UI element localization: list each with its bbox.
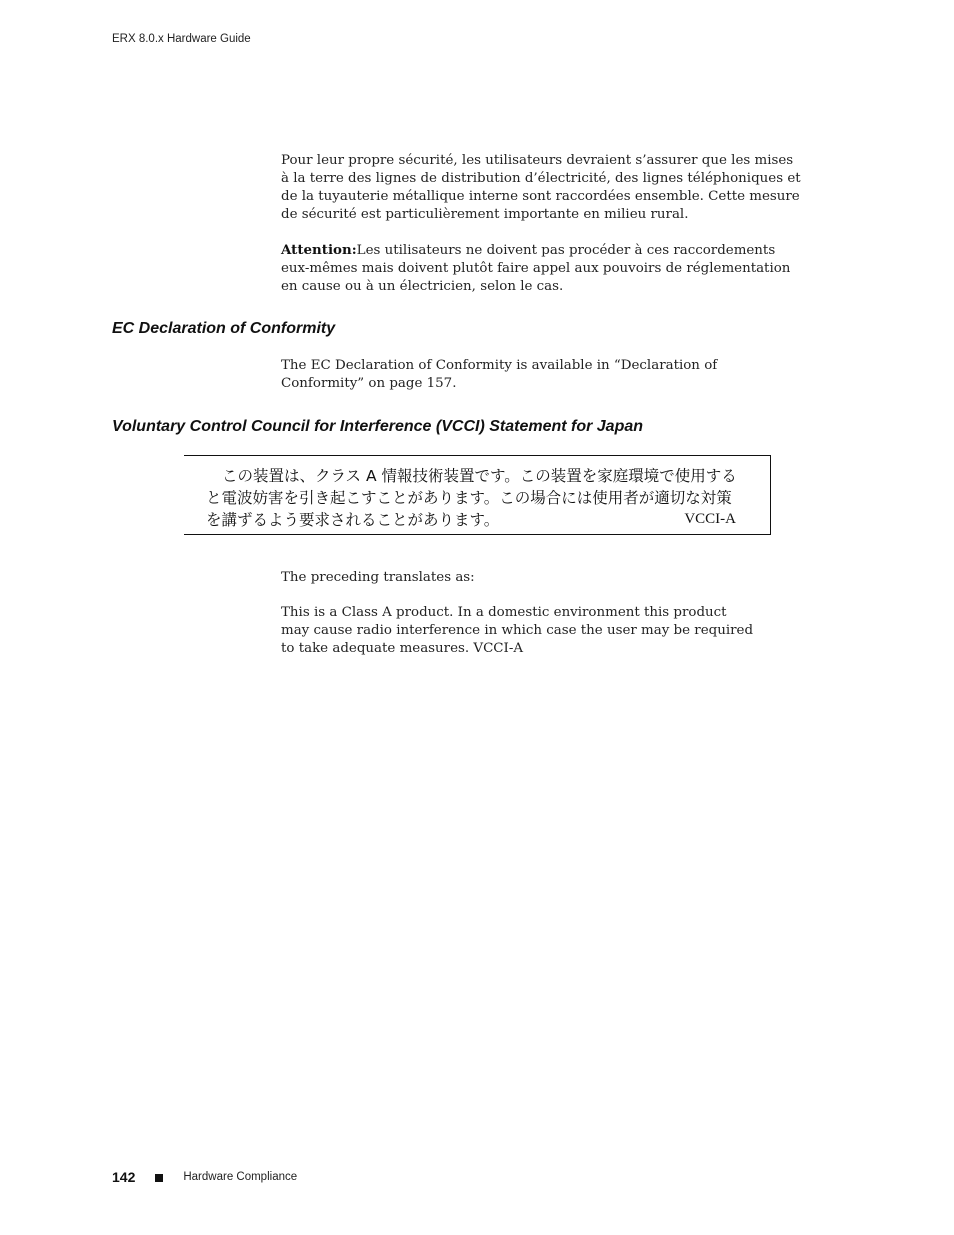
translation-intro: The preceding translates as: — [281, 570, 475, 585]
paragraph-line: eux-mêmes mais doivent plutôt faire appel aux pouvoirs de réglementation — [281, 261, 791, 276]
paragraph-line: à la terre des lignes de distribution d’électricité, des lignes téléphoniques et — [281, 171, 801, 186]
attention-paragraph — [281, 241, 811, 296]
vcci-japanese-text — [206, 465, 737, 531]
translation-paragraph — [281, 604, 811, 658]
paragraph-line: en cause ou à un électricien, selon le cas. — [281, 279, 564, 294]
paragraph-line: may cause radio interference in which case the user may be required — [281, 623, 754, 638]
page-number: 142 — [112, 1169, 136, 1185]
vcci-statement-heading: Voluntary Control Council for Interference (VCCI) Statement for Japan — [112, 418, 644, 435]
ec-declaration-paragraph — [281, 357, 811, 393]
footer-section-name: Hardware Compliance — [183, 1171, 298, 1183]
paragraph-line: The EC Declaration of Conformity is available in “Declaration of — [281, 358, 718, 373]
attention-label: Attention: — [281, 242, 357, 258]
running-header: ERX 8.0.x Hardware Guide — [112, 33, 251, 45]
paragraph-line: to take adequate measures. VCCI-A — [281, 641, 524, 656]
square-bullet-icon — [155, 1174, 163, 1182]
paragraph-line: de la tuyauterie métallique interne sont raccordées ensemble. Cette mesure — [281, 189, 800, 204]
japanese-line: を講ずるよう要求されることがあります。 — [206, 511, 500, 529]
paragraph-line: de sécurité est particulièrement importante en milieu rural. — [281, 207, 689, 222]
page-footer — [112, 1169, 297, 1185]
french-safety-paragraph — [281, 152, 811, 224]
vcci-statement-box — [184, 455, 771, 535]
japanese-line: と電波妨害を引き起こすことがあります。この場合には使用者が適切な対策 — [206, 489, 732, 507]
paragraph-line: Les utilisateurs ne doivent pas procéder à ces raccordements — [356, 243, 776, 258]
vcci-class-mark: VCCI-A — [684, 511, 736, 527]
paragraph-line: Pour leur propre sécurité, les utilisateurs devraient s’assurer que les mises — [281, 153, 794, 168]
japanese-line: この装置は、クラス A 情報技術装置です。この装置を家庭環境で使用する — [222, 467, 737, 485]
paragraph-line: Conformity” on page 157. — [281, 376, 457, 391]
paragraph-line: This is a Class A product. In a domestic environment this product — [281, 605, 727, 620]
ec-declaration-heading: EC Declaration of Conformity — [112, 320, 336, 337]
